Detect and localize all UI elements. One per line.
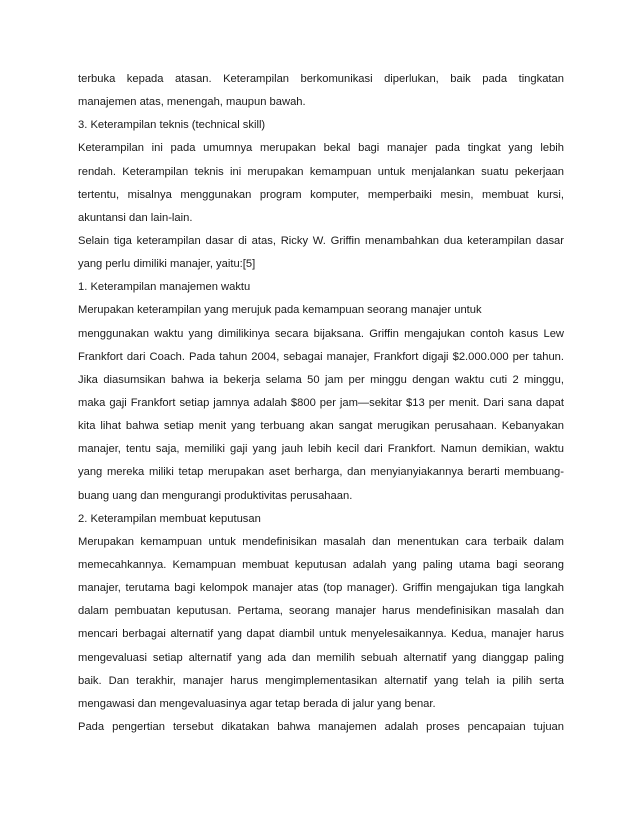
text-line: tertentu, misalnya menggunakan program komputer, memperbaiki mesin, membuat kursi, — [78, 188, 564, 201]
text-line: memecahkannya. Kemampuan membuat keputusan adalah yang paling utama bagi seorang — [78, 558, 564, 571]
text-line: Merupakan kemampuan untuk mendefinisikan masalah dan menentukan cara terbaik dalam — [78, 535, 564, 548]
text-line: mengevaluasi setiap alternatif yang ada dan memilih sebuah alternatif yang dianggap paling — [78, 651, 564, 664]
text-line: manajer, tentu saja, memiliki gaji yang jauh lebih kecil dari Frankfort. Namun demikian, waktu — [78, 443, 564, 456]
text-line: akuntansi dan lain-lain. — [78, 211, 193, 224]
text-line: Jika diasumsikan bahwa ia bekerja selama 50 jam per minggu dengan waktu cuti 2 minggu, — [78, 373, 564, 386]
text-line: terbuka kepada atasan. Keterampilan berkomunikasi diperlukan, baik pada tingkatan — [78, 73, 564, 85]
text-line: yang perlu dimiliki manajer, yaitu:[5] — [78, 258, 256, 271]
text-line: mencari berbagai alternatif yang dapat diambil untuk menyelesaikannya. Kedua, manajer harus — [78, 628, 564, 641]
text-line: mengawasi dan mengevaluasinya agar tetap berada di jalur yang benar. — [78, 697, 436, 710]
text-line: Merupakan keterampilan yang merujuk pada kemampuan seorang manajer untuk — [78, 304, 482, 317]
section-heading: 3. Keterampilan teknis (technical skill) — [78, 119, 266, 132]
text-line: manajer, terutama bagi kelompok manajer atas (top manager). Griffin mengajukan tiga langkah — [78, 582, 564, 595]
text-line: buang uang dan mengurangi produktivitas perusahaan. — [78, 489, 353, 502]
text-line: Pada pengertian tersebut dikatakan bahwa manajemen adalah proses pencapaian tujuan — [78, 720, 564, 733]
text-line: rendah. Keterampilan teknis ini merupakan kemampuan untuk menjalankan suatu pekerjaan — [78, 165, 564, 178]
text-line: Frankfort dari Coach. Pada tahun 2004, sebagai manajer, Frankfort digaji $2.000.000 per tahun. — [78, 350, 564, 363]
text-line: baik. Dan terakhir, manajer harus mengimplementasikan alternatif yang telah ia pilih serta — [78, 674, 564, 687]
section-heading: 1. Keterampilan manajemen waktu — [78, 281, 251, 294]
text-line: menggunakan waktu yang dimilikinya secara bijaksana. Griffin mengajukan contoh kasus Lew — [78, 327, 564, 340]
text-line: dalam pembuatan keputusan. Pertama, seorang manajer harus mendefinisikan masalah dan — [78, 605, 564, 618]
section-heading: 2. Keterampilan membuat keputusan — [78, 512, 261, 525]
text-line: yang mereka miliki tetap merupakan aset berharga, dan menyianyiakannya berarti membuang- — [78, 466, 564, 479]
text-line: Keterampilan ini pada umumnya merupakan bekal bagi manajer pada tingkat yang lebih — [78, 142, 564, 155]
text-line: manajemen atas, menengah, maupun bawah. — [78, 96, 306, 109]
text-line: kita lihat bahwa setiap menit yang terbuang akan sangat merugikan perusahaan. Kebanyakan — [78, 420, 564, 433]
text-line: Selain tiga keterampilan dasar di atas, Ricky W. Griffin menambahkan dua keterampilan dasar — [78, 234, 564, 247]
text-line: maka gaji Frankfort setiap jamnya adalah $800 per jam—sekitar $13 per menit. Dari sana dapat — [78, 396, 564, 409]
body-text — [78, 68, 564, 739]
